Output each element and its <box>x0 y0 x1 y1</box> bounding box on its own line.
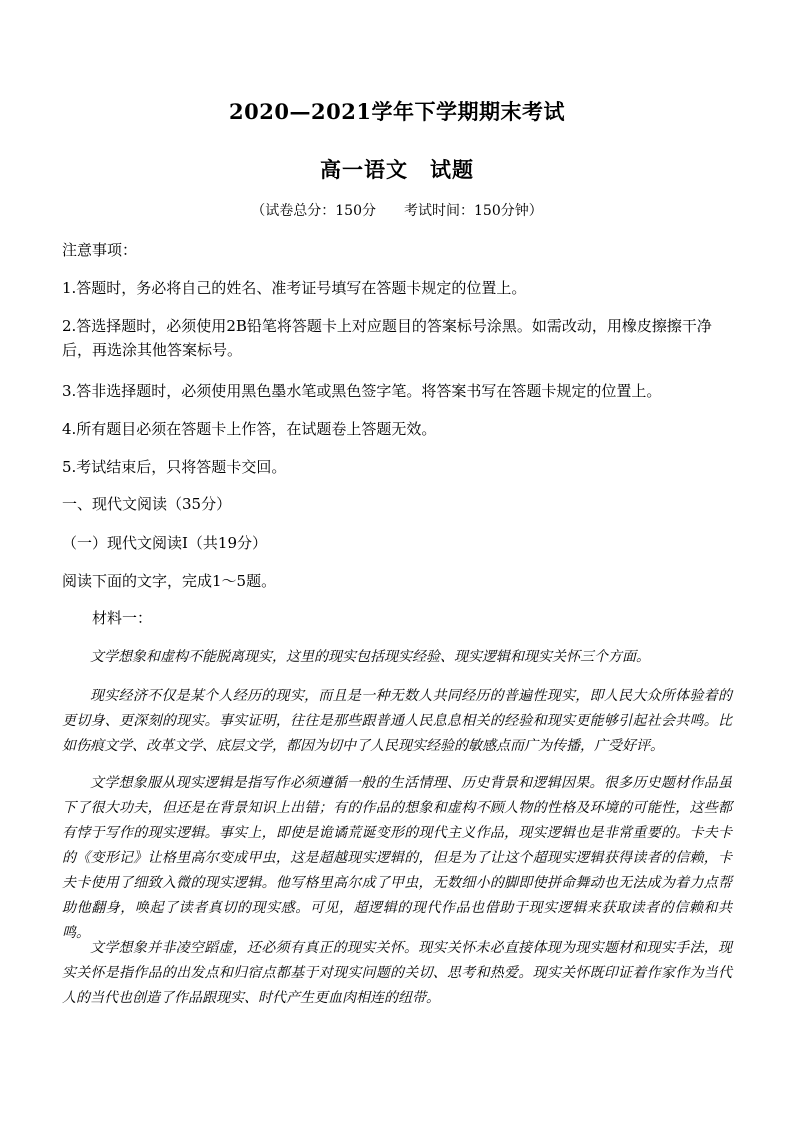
note-item-3: 3.答非选择题时，必须使用黑色墨水笔或黑色签字笔。将答案书写在答题卡规定的位置上。 <box>62 382 662 400</box>
notes-label: 注意事项： <box>62 241 138 259</box>
exam-meta <box>0 200 794 220</box>
exam-title: 2020—2021学年下学期期末考试 <box>229 99 565 124</box>
note-item-4: 4.所有题目必须在答题卡上作答，在试题卷上答题无效。 <box>62 420 437 438</box>
material-paragraph-3: 文学想象服从现实逻辑是指写作必须遵循一般的生活情理、历史背景和逻辑因果。很多历史题材作品虽下了很大功夫，但还是在背景知识上出错；有的作品的想象和虚构不顾人物的性格及环境的可能性，这些都有悖于写作的现实逻辑。事实上，即使是诡谲荒诞变形的现代主义作品，现实逻辑也是非常重要的。卡夫卡的《变形记》让格里高尔变成甲虫，这是超越现实逻辑的，但是为了让这个超现实逻辑获得读者的信赖，卡夫卡使用了细致入微的现实逻辑。他写格里高尔成了甲虫，无数细小的脚即使拼命舞动也无法成为着力点帮助他翻身，唤起了读者真切的现实感。可见，超逻辑的现代作品也借助于现实逻辑来获取读者的信赖和共鸣。 <box>62 775 732 941</box>
material-label: 材料一： <box>92 609 153 627</box>
time-info: 考试时间：150分钟） <box>404 203 543 219</box>
exam-subtitle: 高一语文 试题 <box>320 157 474 182</box>
material-paragraph-4: 文学想象并非凌空蹈虚，还必须有真正的现实关怀。现实关怀未必直接体现为现实题材和现实手法，现实关怀是指作品的出发点和归宿点都基于对现实问题的关切、思考和热爱。现实关怀既印证着作家作为当代人的当代也创造了作品跟现实、时代产生更血肉相连的纽带。 <box>62 940 732 1006</box>
note-item-2: 2.答选择题时，必须使用2B铅笔将答题卡上对应题目的答案标号涂黑。如需改动，用橡皮擦擦干净后，再选涂其他答案标号。 <box>62 317 712 359</box>
note-item-5: 5.考试结束后，只将答题卡交回。 <box>62 458 287 476</box>
note-item-1: 1.答题时，务必将自己的姓名、准考证号填写在答题卡规定的位置上。 <box>62 279 527 297</box>
subsection-heading: （一）现代文阅读Ⅰ（共19分） <box>62 534 268 552</box>
material-paragraph-1: 文学想象和虚构不能脱离现实，这里的现实包括现实经验、现实逻辑和现实关怀三个方面。 <box>90 649 650 665</box>
reading-instruction: 阅读下面的文字，完成1～5题。 <box>62 572 277 590</box>
material-paragraph-2: 现实经济不仅是某个人经历的现实，而且是一种无数人共同经历的普遍性现实，即人民大众所体验着的更切身、更深刻的现实。事实证明，往往是那些跟普通人民息息相关的经验和现实更能够引起社会共鸣。比如伤痕文学、改革文学、底层文学，都因为切中了人民现实经验的敏感点而广为传播，广受好评。 <box>62 688 732 754</box>
score-info: （试卷总分：150分 <box>251 203 376 219</box>
section-heading: 一、现代文阅读（35分） <box>62 495 232 513</box>
